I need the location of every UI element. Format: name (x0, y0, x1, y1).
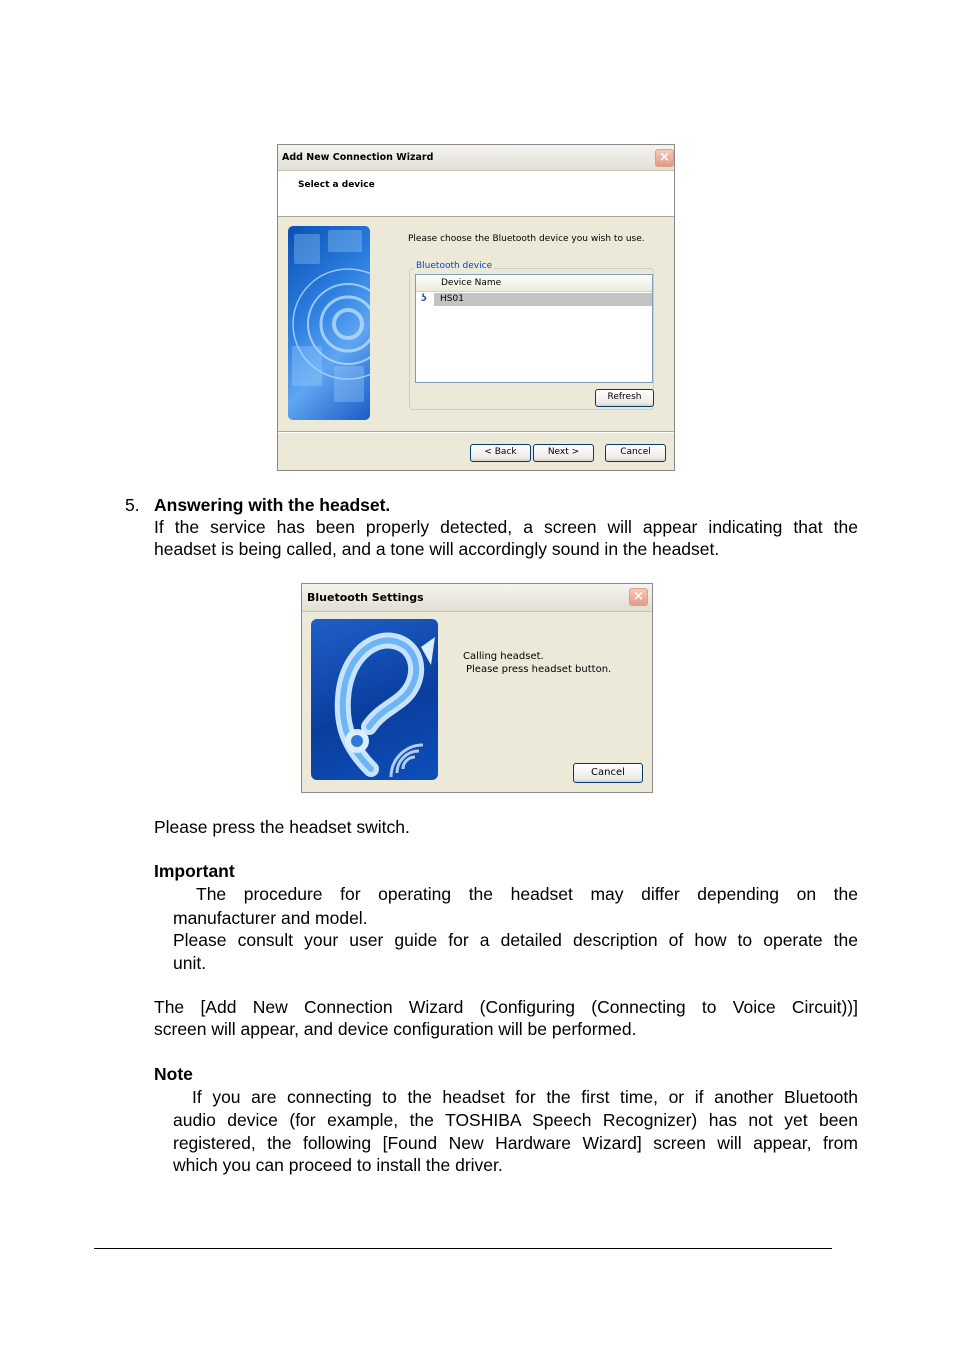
device-list[interactable] (415, 274, 653, 383)
important-heading: Important (154, 861, 235, 881)
note-text-line: audio device (for example, the TOSHIBA Speech Recognizer) has not yet been (173, 1110, 858, 1130)
refresh-button[interactable]: Refresh (595, 389, 654, 407)
bt-titlebar (302, 584, 652, 612)
cancel-button[interactable]: Cancel (573, 763, 643, 783)
important-text-line: Please consult your user guide for a detailed description of how to operate the (173, 930, 858, 950)
config-text-line: The [Add New Connection Wizard (Configuring (Connecting to Voice Circuit))] (154, 997, 858, 1017)
important-text-line: The procedure for operating the headset may differ depending on the (196, 884, 858, 904)
bluetooth-device-group-label: Bluetooth device (416, 261, 493, 271)
note-text-line: which you can proceed to install the driver. (173, 1155, 503, 1175)
important-text-line: manufacturer and model. (173, 908, 368, 928)
note-heading: Note (154, 1064, 193, 1084)
important-text-line: unit. (173, 953, 207, 973)
footer-divider (94, 1248, 832, 1249)
step-text-line: headset is being called, and a tone will accordingly sound in the headset. (154, 539, 720, 559)
bluetooth-devices-illustration (288, 226, 370, 420)
wizard-title: Add New Connection Wizard (282, 152, 434, 163)
step-number: 5. (125, 495, 140, 515)
list-item[interactable] (434, 293, 652, 306)
back-button[interactable]: < Back (470, 444, 531, 462)
step-heading: Answering with the headset. (154, 495, 391, 515)
config-text-line: screen will appear, and device configuration will be performed. (154, 1019, 637, 1039)
close-icon[interactable]: × (629, 588, 648, 606)
calling-message: Calling headset. (463, 651, 544, 662)
wizard-header (278, 171, 674, 217)
device-name-column-header[interactable] (416, 275, 652, 292)
headset-illustration (311, 619, 438, 780)
wizard-subtitle: Select a device (298, 180, 375, 190)
close-icon[interactable]: × (655, 149, 674, 167)
press-button-message: Please press headset button. (466, 664, 612, 675)
wizard-titlebar (278, 145, 674, 171)
wizard-prompt: Please choose the Bluetooth device you wish to use. (408, 234, 645, 244)
device-name: HS01 (440, 294, 464, 304)
step-text-line: If the service has been properly detected, a screen will appear indicating that the (154, 517, 858, 537)
note-text-line: If you are connecting to the headset for the first time, or if another Bluetooth (192, 1087, 858, 1107)
next-button[interactable]: Next > (533, 444, 594, 462)
instruction-text: Please press the headset switch. (154, 817, 410, 837)
column-header-label: Device Name (441, 278, 502, 288)
cancel-button[interactable]: Cancel (605, 444, 666, 462)
bt-title: Bluetooth Settings (307, 591, 424, 604)
divider (278, 431, 674, 433)
note-text-line: registered, the following [Found New Hardware Wizard] screen will appear, from (173, 1133, 858, 1153)
headset-icon: ʖ (421, 293, 427, 304)
add-connection-wizard-window (277, 144, 675, 471)
bluetooth-settings-window (301, 583, 653, 793)
